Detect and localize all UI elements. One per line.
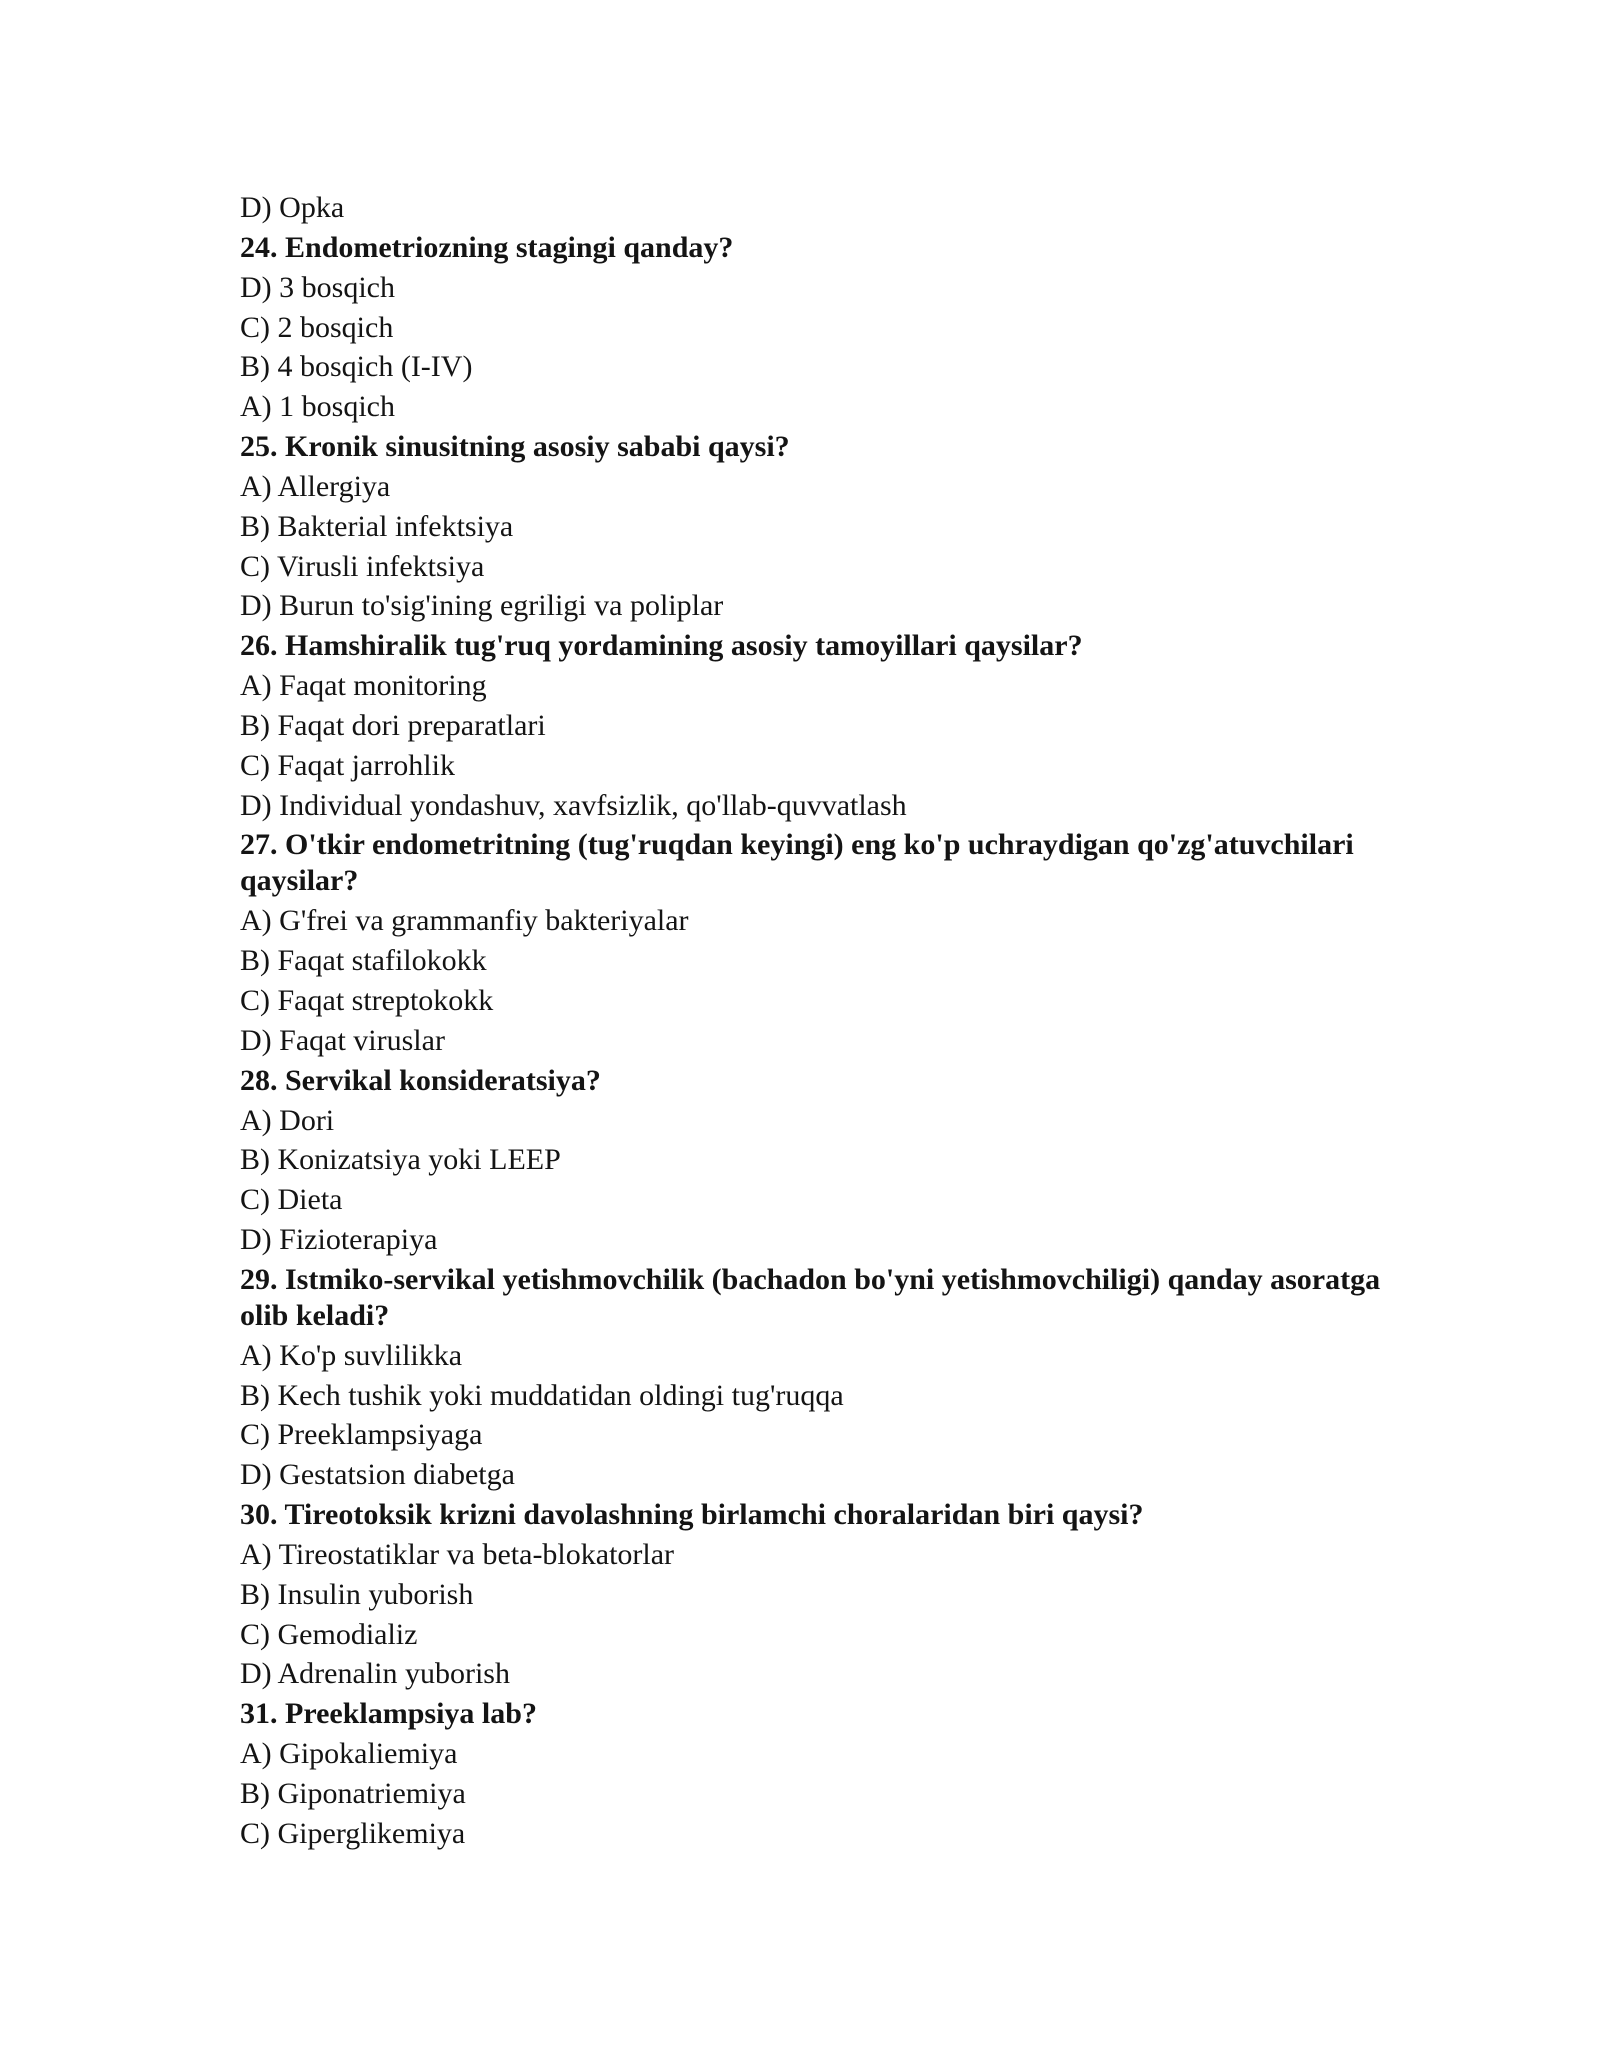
answer-option: D) Gestatsion diabetga [240,1458,515,1492]
answer-option: A) Dori [240,1103,335,1137]
answer-option: A) Ko'p suvlilikka [240,1338,463,1372]
answer-option: C) Faqat streptokokk [240,983,494,1017]
answer-option: A) Gipokaliemiya [240,1737,458,1771]
answer-option: B) 4 bosqich (I-IV) [240,350,473,384]
question-block [240,1696,1420,1853]
answer-option: B) Bakterial infektsiya [240,509,514,543]
answer-option: C) Dieta [240,1183,343,1217]
question-block [240,827,1420,1060]
question-title: 25. Kronik sinusitning asosiy sababi qaysi? [240,429,790,463]
question-block [240,1262,1420,1495]
question-block [240,1063,1420,1260]
answer-option: B) Insulin yuborish [240,1577,474,1611]
answer-option: B) Giponatriemiya [240,1776,466,1810]
question-title: 24. Endometriozning stagingi qanday? [240,230,734,264]
answer-option: A) Tireostatiklar va beta-blokatorlar [240,1537,675,1571]
answer-option: A) 1 bosqich [240,390,395,424]
answer-option: A) Faqat monitoring [240,669,487,703]
question-title: 30. Tireotoksik krizni davolashning birlamchi choralaridan biri qaysi? [240,1497,1144,1531]
answer-option: A) G'frei va grammanfiy bakteriyalar [240,904,689,938]
question-block [240,1497,1420,1694]
answer-option: D) Faqat viruslar [240,1023,445,1057]
answer-option: B) Konizatsiya yoki LEEP [240,1143,561,1177]
answer-option: D) 3 bosqich [240,270,395,304]
question-title: 31. Preeklampsiya lab? [240,1697,537,1731]
answer-option: C) Virusli infektsiya [240,549,485,583]
question-title: 26. Hamshiralik tug'ruq yordamining asosiy tamoyillari qaysilar? [240,629,1083,663]
answer-option: C) Gemodializ [240,1617,418,1651]
question-block [240,429,1420,626]
question-title: 27. O'tkir endometritning (tug'ruqdan keyingi) eng ko'p uchraydigan qo'zg'atuvchilari qaysilar? [240,828,1354,898]
document-page [240,188,1420,1854]
answer-option: B) Faqat dori preparatlari [240,708,546,742]
question-block [240,230,1420,427]
answer-option: C) Faqat jarrohlik [240,748,455,782]
answer-option: D) Burun to'sig'ining egriligi va poliplar [240,589,724,623]
question-title: 28. Servikal konsideratsiya? [240,1063,601,1097]
answer-option: D) Adrenalin yuborish [240,1657,510,1691]
answer-option: C) Preeklampsiyaga [240,1418,483,1452]
answer-option: C) 2 bosqich [240,310,394,344]
answer-option: A) Allergiya [240,469,391,503]
question-title: 29. Istmiko-servikal yetishmovchilik (bachadon bo'yni yetishmovchiligi) qanday asoratga olib keladi? [240,1262,1381,1332]
answer-option: D) Fizioterapiya [240,1222,438,1256]
answer-option: C) Giperglikemiya [240,1816,466,1850]
answer-option: B) Kech tushik yoki muddatidan oldingi tug'ruqqa [240,1378,844,1412]
question-block [240,628,1420,825]
answer-option: B) Faqat stafilokokk [240,944,487,978]
answer-option: D) Opka [240,191,345,224]
answer-option: D) Individual yondashuv, xavfsizlik, qo'llab-quvvatlash [240,788,907,822]
